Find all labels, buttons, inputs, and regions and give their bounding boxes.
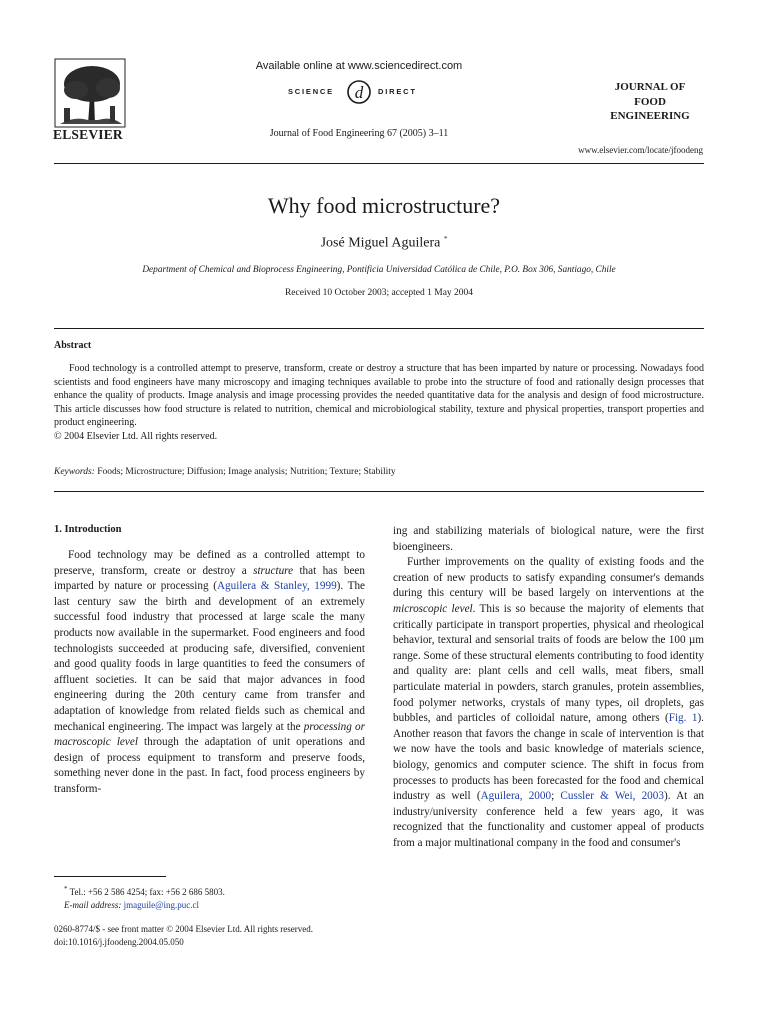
author-name: José Miguel Aguilera <box>320 235 441 251</box>
doi-line[interactable]: doi:10.1016/j.jfoodeng.2004.05.050 <box>54 937 184 947</box>
intro-paragraph-1-continued: ing and stabilizing materials of biological nature, were the first bioengineers. <box>393 525 704 553</box>
footnote-tel-line: * Tel.: +56 2 586 4254; fax: +56 2 686 5803. <box>64 885 225 897</box>
keywords-list: Foods; Microstructure; Diffusion; Image analysis; Nutrition; Texture; Stability <box>97 467 396 477</box>
author-email-link[interactable]: jmaguile@ing.puc.cl <box>123 899 199 910</box>
author-footnote <box>54 883 365 911</box>
svg-text:d: d <box>354 83 364 102</box>
right-column <box>393 524 704 851</box>
footnote-email-line: E-mail address: jmaguile@ing.puc.cl <box>64 899 199 910</box>
journal-name-line1: JOURNAL OF <box>614 81 686 93</box>
footnote-mark: * <box>64 885 68 893</box>
keywords-label: Keywords: <box>54 467 95 477</box>
author-line <box>0 235 768 252</box>
left-column <box>54 548 365 798</box>
intro-paragraph-1: Food technology may be defined as a controlled attempt to preserve, transform, create or destroy a structure that has been imparted by nature or processing (Aguilera & Stanley, 1999). The last century saw the birth and development of an extremely successful food industry that processed at large scale the many products now available in the supermarket. Food engineers and food technologists succeeded at producing safe, diversified, convenient and good quality foods in large quantities to feed the consumers of affluent societies. It can be said that major advances in food engineering during the 20th century came from transfer and adaptation of knowledge from related fields such as chemical and mechanical engineering. The impact was largely at the processing or macroscopic level through the adaptation of unit operations and design of process equipment to transform and preserve foods, something never done in the past. In fact, food process engineers by transform- <box>54 549 366 795</box>
intro-paragraph-2: Further improvements on the quality of existing foods and the creation of new products to satisfy expanding consumer's demands during this century will be based largely on interventions at the microscopic level. This is so because the majority of elements that critically participate in transport properties, physical and rheological behavior, textural and sensorial traits of foods are below the 100 µm range. Some of these structural elements contributing to food identity and quality are: plant cells and cell walls, meat fibers, small particulate material in powders, starch granules, protein assemblies, food polymer networks, crystals of many types, oil droplets, gas bubbles, and particles of colloidal nature, among others (Fig. 1). Another reason that favors the change in scale of intervention is that we now have the tools and basic knowledge of materials science, biology, genomics and computer science. The shift in focus from processes to products has been forecasted for the food and chemical industry as well (Aguilera, 2000; Cussler & Wei, 2003). At an industry/university conference held a few years ago, it was recognized that the functionality and customer appeal of products from a major multinational company in the food and consumer's <box>393 556 705 849</box>
issn-line: 0260-8774/$ - see front matter © 2004 Elsevier Ltd. All rights reserved. <box>54 924 314 934</box>
front-matter <box>54 923 313 949</box>
publisher-name: ELSEVIER <box>53 127 123 142</box>
citation-link-cussler-wei-2003[interactable]: Cussler & Wei, 2003 <box>560 790 664 803</box>
abstract-heading: Abstract <box>54 340 92 351</box>
journal-name <box>600 80 700 124</box>
received-dates: Received 10 October 2003; accepted 1 May 2004 <box>284 288 474 298</box>
journal-name-line3: ENGINEERING <box>610 110 690 122</box>
author-footnote-mark[interactable]: * <box>443 235 448 243</box>
abstract-text: Food technology is a controlled attempt to preserve, transform, create or destroy a structure that has been imparted by nature or processing. Nowadays food scientists and food engineers have many microscopy and imaging techniques available to probe into the structure of food and rationally design processes that enhance the quality of products. Image analysis and image processing provides the needed quantitative data for the analysis and design of food microstructure. This article discusses how food structure is related to nutrition, chemical and microbiological stability, texture and physical properties, transport properties and product engineering. <box>54 363 704 428</box>
keywords-line <box>54 467 704 477</box>
abstract-bottom-divider <box>54 491 704 492</box>
abstract-copyright: © 2004 Elsevier Ltd. All rights reserved. <box>54 430 218 442</box>
journal-citation: Journal of Food Engineering 67 (2005) 3–11 <box>269 128 449 139</box>
elsevier-tree-logo <box>54 58 126 128</box>
journal-name-line2: FOOD <box>634 95 666 108</box>
abstract-body <box>54 362 704 443</box>
header-divider <box>54 163 704 164</box>
section-heading-introduction: 1. Introduction <box>54 524 122 535</box>
journal-url-link[interactable]: www.elsevier.com/locate/jfoodeng <box>578 145 703 155</box>
footnote-divider <box>54 876 166 877</box>
author-affiliation: Department of Chemical and Bioprocess Engineering, Pontificia Universidad Católica de Chile, P.O. Box 306, Santiago, Chile <box>142 265 616 275</box>
citation-link-aguilera-2000[interactable]: Aguilera, 2000 <box>480 790 552 803</box>
available-online-text[interactable]: Available online at www.sciencedirect.com <box>255 60 463 72</box>
figure-link-fig-1[interactable]: Fig. 1 <box>668 712 698 725</box>
sciencedirect-left-word: SCIENCE <box>288 87 334 96</box>
article-title: Why food microstructure? <box>267 193 501 218</box>
sciencedirect-right-word: DIRECT <box>378 87 417 96</box>
citation-link-aguilera-stanley-1999[interactable]: Aguilera & Stanley, 1999 <box>216 580 337 593</box>
abstract-top-divider <box>54 328 704 329</box>
